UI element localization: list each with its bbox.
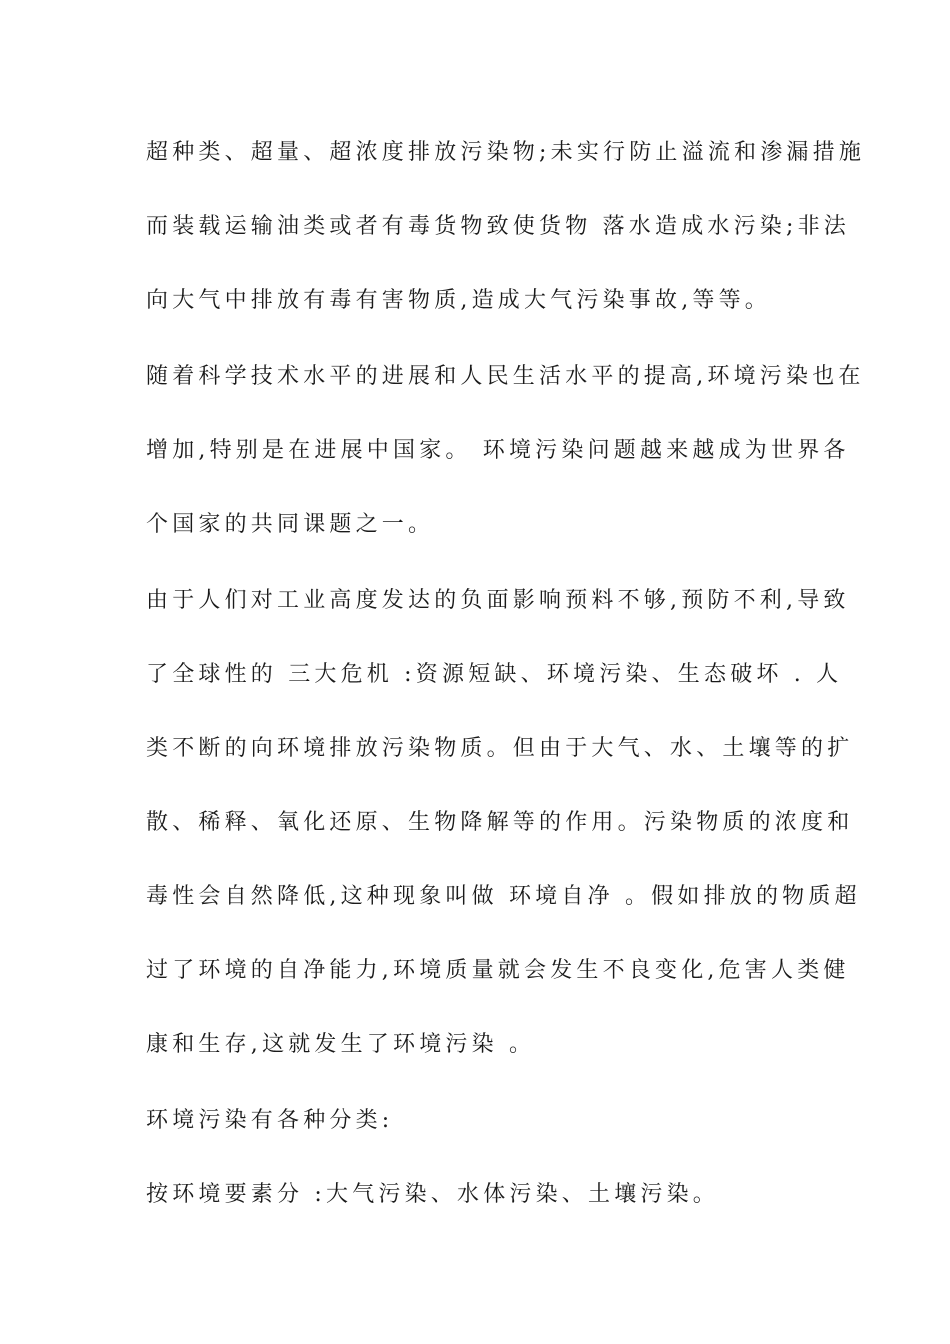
text-line: 而装载运输油类或者有毒货物致使货物 落水造成水污染;非法 — [146, 214, 851, 239]
text-line: 毒性会自然降低,这种现象叫做 环境自净 。假如排放的物质超 — [146, 884, 861, 909]
text-line: 个国家的共同课题之一。 — [146, 512, 435, 537]
text-line: 过了环境的自净能力,环境质量就会发生不良变化,危害人类健 — [146, 958, 850, 983]
text-line: 随着科学技术水平的进展和人民生活水平的提高,环境污染也在 — [146, 364, 865, 389]
text-line: 按环境要素分 :大气污染、水体污染、土壤污染。 — [146, 1182, 720, 1207]
text-line: 向大气中排放有毒有害物质,造成大气污染事故,等等。 — [146, 288, 771, 313]
text-line: 了全球性的 三大危机 :资源短缺、环境污染、生态破坏 . 人 — [146, 662, 843, 687]
text-line: 散、稀释、氧化还原、生物降解等的作用。污染物质的浓度和 — [146, 810, 854, 835]
text-line: 增加,特别是在进展中国家。 环境污染问题越来越成为世界各 — [146, 438, 850, 463]
text-line: 环境污染有各种分类: — [146, 1108, 394, 1133]
text-line: 康和生存,这就发生了环境污染 。 — [146, 1032, 536, 1057]
text-line: 由于人们对工业高度发达的负面影响预料不够,预防不利,导致 — [146, 588, 850, 613]
text-line: 类不断的向环境排放污染物质。但由于大气、水、土壤等的扩 — [146, 736, 854, 761]
text-line: 超种类、超量、超浓度排放污染物;未实行防止溢流和渗漏措施 — [146, 140, 866, 165]
